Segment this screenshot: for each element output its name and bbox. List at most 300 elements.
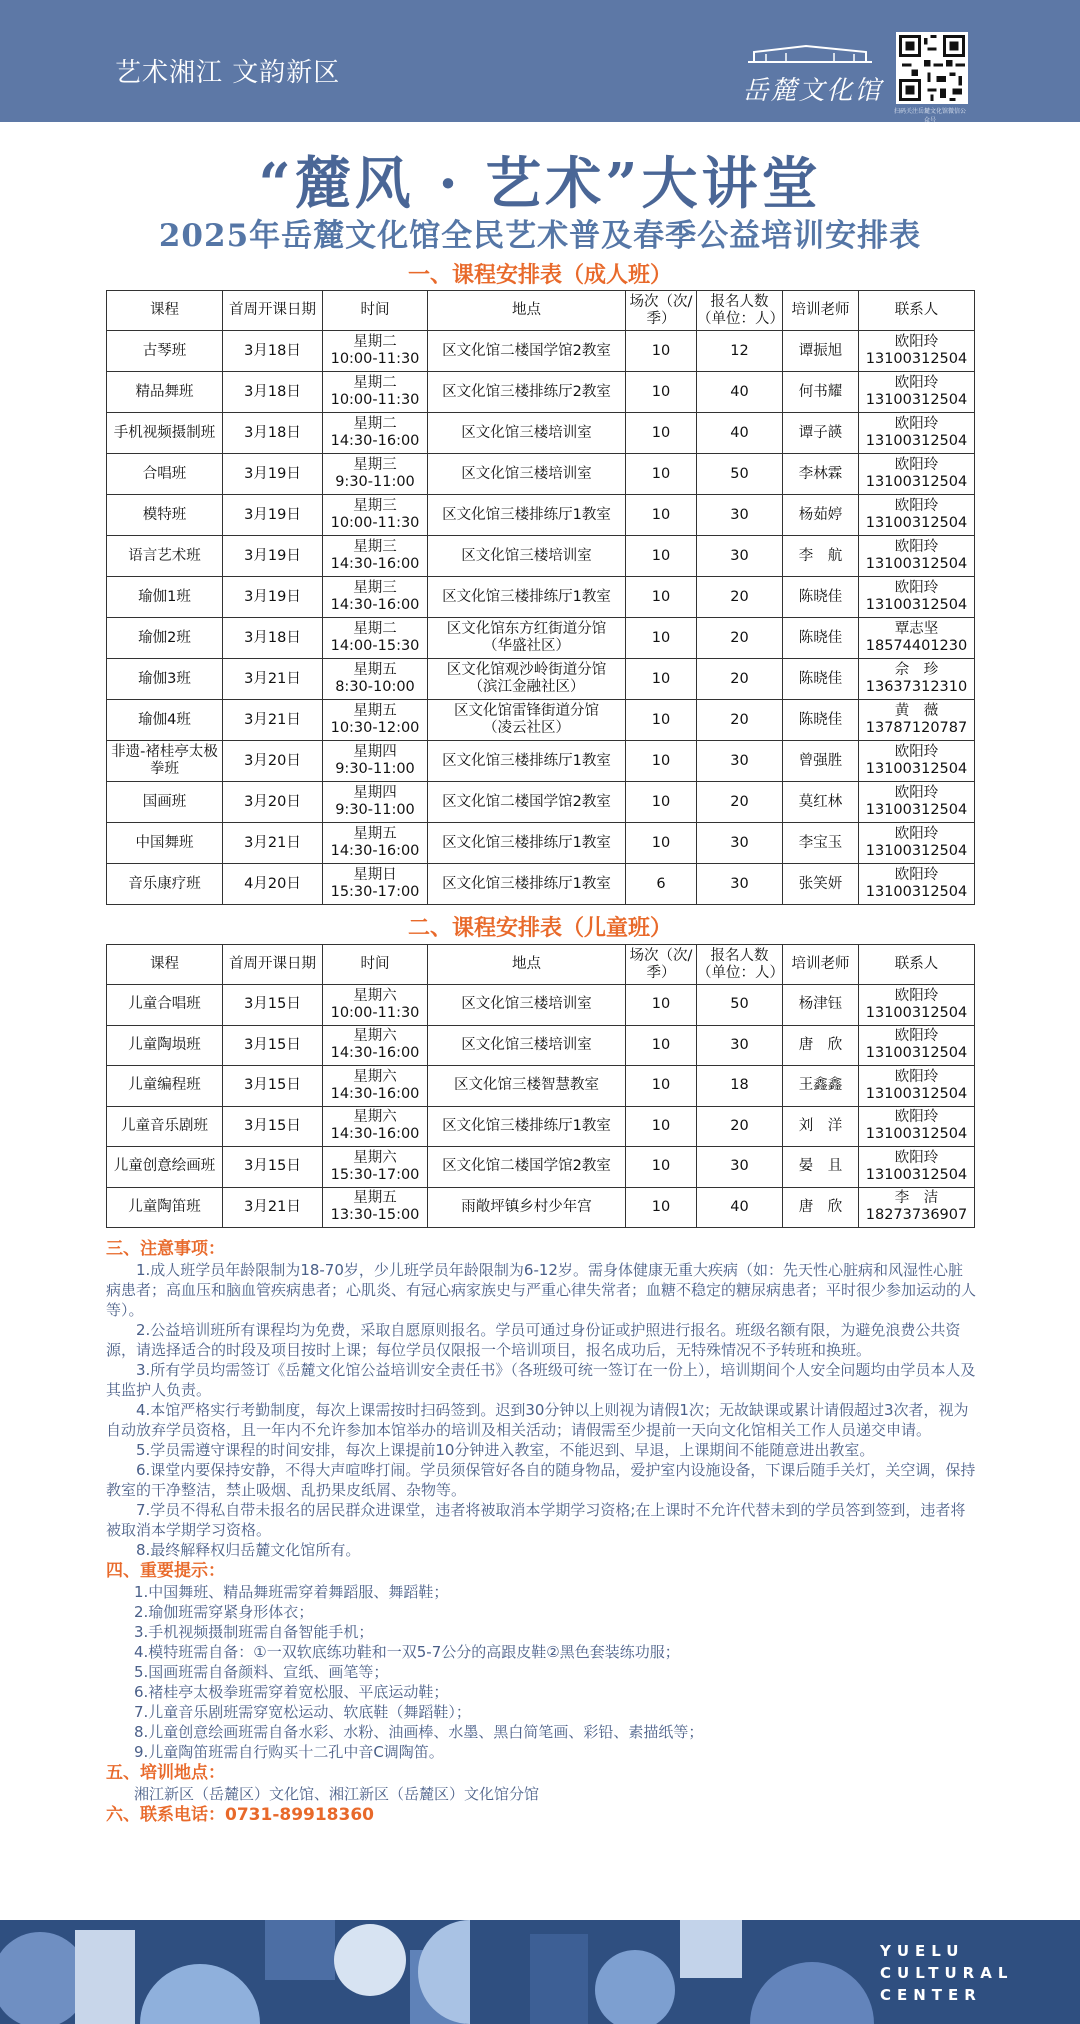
course-cell: 音乐康疗班 [107,864,223,905]
qr-code-icon[interactable] [896,32,968,104]
time-line1: 星期二 [353,416,397,432]
time-line1: 星期二 [353,375,397,391]
time-line1: 星期六 [353,1149,397,1166]
contact-cell [859,659,975,700]
sessions-cell: 10 [626,372,697,413]
time-line1: 星期二 [353,621,397,637]
table-row [107,700,975,741]
contact-line1: 李 洁 [894,1190,939,1207]
count-cell: 20 [697,577,783,618]
sessions-cell: 6 [626,864,697,905]
time-cell [323,700,428,741]
contact-cell [859,1025,975,1066]
date-cell: 3月20日 [223,741,323,782]
contact-line2: 13100312504 [865,1085,968,1102]
course-cell: 儿童音乐剧班 [107,1106,223,1147]
course-cell: 儿童陶埙班 [107,1025,223,1066]
time-cell [323,618,428,659]
count-cell: 12 [697,331,783,372]
table-row [107,1147,975,1188]
time-cell [323,495,428,536]
sessions-cell: 10 [626,1187,697,1228]
tip-item: 6.褚桂亭太极拳班需穿着宽松服、平底运动鞋； [134,1683,449,1701]
adult-section-title: 一、课程安排表（成人班） [407,263,672,288]
contact-cell [859,741,975,782]
contact-cell [859,1147,975,1188]
tip-item: 2.瑜伽班需穿紧身形体衣； [134,1603,314,1621]
tip-item: 7.儿童音乐剧班需穿宽松运动、软底鞋（舞蹈鞋）； [134,1703,471,1721]
count-cell: 30 [697,741,783,782]
table-row [107,618,975,659]
note-item: 2.公益培训班所有课程均为免费，采取自愿原则报名。学员可通过身份证或护照进行报名。班级名额有限，为避免浪费公共资源，请选择适合的时段及项目按时上课；每位学员仅限报一个培训项目，报名成功后，无特殊情况不予转班和换班。 [106,1321,961,1359]
count-cell: 30 [697,1147,783,1188]
place-line2: （华盛社区） [483,638,570,654]
table-header-row [107,291,975,331]
contact-line1: 欧阳玲 [894,416,939,432]
note-item: 6.课堂内要保持安静，不得大声喧哗打闹。学员须保管好各自的随身物品，爱护室内设施设备，下课后随手关灯，关空调，保持教室的干净整洁，禁止吸烟、乱扔果皮纸屑、杂物等。 [106,1461,976,1499]
place-line1: 区文化馆三楼排练厅1教室 [442,752,611,769]
table-row [107,331,975,372]
phone-heading: 六、联系电话： [106,1805,225,1825]
contact-line1: 覃志坚 [894,621,939,637]
count-cell: 20 [697,782,783,823]
teacher-cell: 曾强胜 [783,741,859,782]
course-cell: 手机视频摄制班 [107,413,223,454]
page-title: “麓风 · 艺术”大讲堂 [258,151,822,217]
table-row [107,1106,975,1147]
date-cell: 3月18日 [223,331,323,372]
table-row [107,985,975,1026]
date-cell: 3月19日 [223,577,323,618]
header-time: 时间 [323,291,428,331]
sessions-cell: 10 [626,618,697,659]
building-icon [746,42,874,64]
table-row [107,495,975,536]
sessions-cell: 10 [626,454,697,495]
place-line1: 区文化馆二楼国学馆2教室 [442,1158,611,1175]
course-cell: 儿童创意绘画班 [107,1147,223,1188]
teacher-cell: 王鑫鑫 [783,1066,859,1107]
time-line2: 10:00-11:30 [330,351,420,367]
count-cell: 30 [697,1025,783,1066]
count-cell: 30 [697,495,783,536]
address-heading: 五、培训地点： [106,1763,225,1783]
footer-brand [880,1940,1013,2006]
header-count: 报名人数（单位：人） [697,945,783,985]
contact-line2: 13100312504 [865,597,968,613]
place-line1: 区文化馆三楼培训室 [461,547,592,564]
date-cell: 3月15日 [223,1106,323,1147]
time-line2: 9:30-11:00 [335,761,415,777]
contact-cell [859,536,975,577]
date-cell: 3月21日 [223,700,323,741]
teacher-cell: 晏 且 [783,1147,859,1188]
place-cell [428,454,626,495]
place-cell [428,1147,626,1188]
header-sessions: 场次（次/季） [626,945,697,985]
contact-line2: 13100312504 [865,884,968,900]
contact-cell [859,700,975,741]
contact-line2: 13100312504 [865,761,968,777]
course-cell: 合唱班 [107,454,223,495]
course-cell: 儿童陶笛班 [107,1187,223,1228]
contact-line2: 13100312504 [865,474,968,490]
teacher-cell: 杨茹婷 [783,495,859,536]
notes-section [106,1238,976,1826]
sessions-cell: 10 [626,331,697,372]
place-cell [428,495,626,536]
teacher-cell: 刘 洋 [783,1106,859,1147]
sessions-cell: 10 [626,413,697,454]
notes-heading: 三、注意事项： [106,1239,225,1259]
time-line1: 星期六 [353,1109,397,1126]
qr-caption: 扫码关注岳麓文化馆微信公众号 [893,108,966,124]
teacher-cell: 谭振旭 [783,331,859,372]
time-line2: 14:30-16:00 [330,1045,420,1062]
sessions-cell: 10 [626,1025,697,1066]
time-line2: 10:00-11:30 [330,1004,420,1021]
contact-line1: 黄 薇 [894,703,939,719]
footer-banner [0,1920,1080,2024]
sessions-cell: 10 [626,536,697,577]
time-line1: 星期六 [353,987,397,1004]
table-row [107,454,975,495]
place-cell [428,985,626,1026]
place-cell [428,1066,626,1107]
contact-line1: 欧阳玲 [894,785,939,801]
contact-line1: 欧阳玲 [894,539,939,555]
time-cell [323,823,428,864]
place-line1: 区文化馆三楼排练厅2教室 [442,383,611,400]
child-schedule-table [106,944,975,1228]
table-row [107,864,975,905]
count-cell: 40 [697,413,783,454]
contact-line2: 13100312504 [865,351,968,367]
place-cell [428,659,626,700]
course-cell: 瑜伽2班 [107,618,223,659]
place-cell [428,331,626,372]
sessions-cell: 10 [626,700,697,741]
place-line1: 雨敞坪镇乡村少年宫 [461,1198,592,1215]
slogan: 艺术湘江 文韵新区 [115,58,341,88]
tip-item: 4.模特班需自备：①一双软底练功鞋和一双5-7公分的高跟皮鞋②黑色套装练功服； [134,1643,680,1661]
note-item: 7.学员不得私自带未报名的居民群众进课堂，违者将被取消本学期学习资格;在上课时不允许代替未到的学员答到签到，违者将被取消本学期学习资格。 [106,1501,966,1539]
table-row [107,536,975,577]
adult-schedule-table [106,290,975,905]
time-line2: 10:30-12:00 [330,720,420,736]
place-cell [428,1106,626,1147]
time-line2: 14:30-16:00 [330,556,420,572]
tip-item: 3.手机视频摄制班需自备智能手机； [134,1623,374,1641]
sessions-cell: 10 [626,1106,697,1147]
date-cell: 3月21日 [223,1187,323,1228]
contact-cell [859,372,975,413]
course-cell: 中国舞班 [107,823,223,864]
place-line1: 区文化馆三楼排练厅1教室 [442,506,611,523]
contact-cell [859,1066,975,1107]
place-cell [428,536,626,577]
time-line2: 9:30-11:00 [335,474,415,490]
sessions-cell: 10 [626,782,697,823]
footer-line-3: CENTER [880,1986,982,2004]
contact-line1: 欧阳玲 [894,744,939,760]
place-line1: 区文化馆三楼智慧教室 [454,1077,599,1094]
time-cell [323,536,428,577]
table-row [107,372,975,413]
tip-item: 9.儿童陶笛班需自行购买十二孔中音C调陶笛。 [134,1743,444,1761]
time-cell [323,413,428,454]
place-line2: （凌云社区） [483,720,570,736]
time-line1: 星期二 [353,334,397,350]
time-cell [323,985,428,1026]
tip-item: 8.儿童创意绘画班需自备水彩、水粉、油画棒、水墨、黑白简笔画、彩铅、素描纸等； [134,1723,704,1741]
time-line2: 8:30-10:00 [335,679,415,695]
contact-cell [859,495,975,536]
teacher-cell: 陈晓佳 [783,659,859,700]
date-cell: 3月19日 [223,495,323,536]
contact-line1: 欧阳玲 [894,1109,939,1126]
footer-line-1: YUELU [880,1942,965,1960]
place-cell [428,1025,626,1066]
place-line1: 区文化馆三楼培训室 [461,465,592,482]
contact-line1: 欧阳玲 [894,1028,939,1045]
course-cell: 儿童合唱班 [107,985,223,1026]
time-line2: 15:30-17:00 [330,1166,420,1183]
sessions-cell: 10 [626,823,697,864]
place-cell [428,741,626,782]
table-row [107,659,975,700]
tips-heading: 四、重要提示： [106,1561,225,1581]
teacher-cell: 李宝玉 [783,823,859,864]
contact-line1: 欧阳玲 [894,826,939,842]
contact-line1: 欧阳玲 [894,987,939,1004]
teacher-cell: 李林霖 [783,454,859,495]
count-cell: 50 [697,454,783,495]
count-cell: 20 [697,659,783,700]
count-cell: 30 [697,864,783,905]
header-course: 课程 [107,945,223,985]
place-line1: 区文化馆三楼排练厅1教室 [442,588,611,605]
place-cell [428,823,626,864]
contact-line1: 欧阳玲 [894,867,939,883]
time-line1: 星期六 [353,1068,397,1085]
table-header-row [107,945,975,985]
course-cell: 语言艺术班 [107,536,223,577]
course-cell: 儿童编程班 [107,1066,223,1107]
sessions-cell: 10 [626,1066,697,1107]
page-subtitle: 2025年岳麓文化馆全民艺术普及春季公益培训安排表 [158,218,922,254]
note-item: 4.本馆严格实行考勤制度，每次上课需按时扫码签到。迟到30分钟以上则视为请假1次；无故缺课或累计请假超过3次者，视为自动放弃学员资格，且一年内不允许参加本馆举办的培训及相关活动；请假需至少提前一天向文化馆相关工作人员递交申请。 [106,1401,969,1439]
place-line1: 区文化馆三楼排练厅1教室 [442,875,611,892]
contact-line2: 13100312504 [865,843,968,859]
note-item: 1.成人班学员年龄限制为18-70岁，少儿班学员年龄限制为6-12岁。需身体健康无重大疾病（如：先天性心脏病和风湿性心脏病患者；高血压和脑血管疾病患者；心肌炎、有冠心病家族史与严重心律失常者；血糖不稳定的糖尿病患者；平时很少参加运动的人等）。 [106,1261,977,1319]
contact-line1: 欧阳玲 [894,580,939,596]
time-cell [323,1187,428,1228]
logo-text: 岳麓文化馆 [742,76,883,106]
teacher-cell: 谭子韺 [783,413,859,454]
sessions-cell: 10 [626,577,697,618]
training-address: 湘江新区（岳麓区）文化馆、湘江新区（岳麓区）文化馆分馆 [134,1785,540,1803]
time-cell [323,331,428,372]
table-row [107,577,975,618]
time-line1: 星期五 [353,662,397,678]
place-line1: 区文化馆雷锋街道分馆 [454,703,599,719]
contact-line1: 欧阳玲 [894,334,939,350]
contact-cell [859,618,975,659]
header-contact: 联系人 [859,291,975,331]
contact-line2: 13100312504 [865,515,968,531]
time-line1: 星期五 [353,826,397,842]
sessions-cell: 10 [626,1147,697,1188]
place-line2: （滨江金融社区） [468,679,585,695]
teacher-cell: 李 航 [783,536,859,577]
contact-cell [859,985,975,1026]
contact-line2: 13100312504 [865,556,968,572]
contact-cell [859,1106,975,1147]
contact-line1: 欧阳玲 [894,457,939,473]
place-cell [428,618,626,659]
time-cell [323,1106,428,1147]
contact-line2: 13100312504 [865,802,968,818]
place-line1: 区文化馆三楼排练厅1教室 [442,834,611,851]
date-cell: 3月19日 [223,454,323,495]
time-line1: 星期日 [353,867,397,883]
child-section-title: 二、课程安排表（儿童班） [407,916,672,941]
time-cell [323,1147,428,1188]
place-cell [428,864,626,905]
place-line1: 区文化馆二楼国学馆2教室 [442,793,611,810]
count-cell: 20 [697,618,783,659]
contact-line2: 13787120787 [865,720,968,736]
course-cell: 国画班 [107,782,223,823]
contact-line1: 欧阳玲 [894,1149,939,1166]
count-cell: 40 [697,1187,783,1228]
time-cell [323,864,428,905]
teacher-cell: 杨津钰 [783,985,859,1026]
contact-cell [859,782,975,823]
place-line1: 区文化馆三楼培训室 [461,424,592,441]
time-line1: 星期五 [353,703,397,719]
time-line2: 14:30-16:00 [330,1085,420,1102]
header-contact: 联系人 [859,945,975,985]
table-row [107,1066,975,1107]
contact-cell [859,454,975,495]
course-cell: 非遗-褚桂亭太极拳班 [107,741,223,782]
contact-cell [859,331,975,372]
time-line1: 星期三 [353,539,397,555]
date-cell: 3月15日 [223,1066,323,1107]
place-line1: 区文化馆东方红街道分馆 [446,621,607,637]
header-course: 课程 [107,291,223,331]
count-cell: 50 [697,985,783,1026]
place-cell [428,1187,626,1228]
time-line2: 10:00-11:30 [330,515,420,531]
contact-cell [859,577,975,618]
contact-line2: 13100312504 [865,1004,968,1021]
place-cell [428,577,626,618]
count-cell: 20 [697,700,783,741]
contact-cell [859,864,975,905]
contact-line2: 13100312504 [865,392,968,408]
course-cell: 模特班 [107,495,223,536]
sessions-cell: 10 [626,659,697,700]
place-line1: 区文化馆三楼培训室 [461,996,592,1013]
time-cell [323,454,428,495]
course-cell: 瑜伽3班 [107,659,223,700]
note-item: 5.学员需遵守课程的时间安排，每次上课提前10分钟进入教室，不能迟到、早退，上课期间不能随意进出教室。 [136,1441,875,1459]
contact-line2: 13100312504 [865,433,968,449]
sessions-cell: 10 [626,495,697,536]
time-line2: 15:30-17:00 [330,884,420,900]
contact-line2: 13100312504 [865,1126,968,1143]
time-line1: 星期五 [353,1190,397,1207]
contact-cell [859,823,975,864]
time-line1: 星期三 [353,498,397,514]
teacher-cell: 莫红林 [783,782,859,823]
time-cell [323,1066,428,1107]
teacher-cell: 唐 欣 [783,1187,859,1228]
course-cell: 瑜伽1班 [107,577,223,618]
footer-line-2: CULTURAL [880,1964,1014,1982]
header-count: 报名人数（单位：人） [697,291,783,331]
contact-cell [859,1187,975,1228]
date-cell: 3月20日 [223,782,323,823]
place-cell [428,782,626,823]
time-cell [323,372,428,413]
header-teacher: 培训老师 [783,945,859,985]
place-cell [428,372,626,413]
teacher-cell: 陈晓佳 [783,618,859,659]
contact-line1: 欧阳玲 [894,1068,939,1085]
date-cell: 3月18日 [223,618,323,659]
table-row [107,741,975,782]
teacher-cell: 陈晓佳 [783,700,859,741]
tip-item: 1.中国舞班、精品舞班需穿着舞蹈服、舞蹈鞋； [134,1583,449,1601]
teacher-cell: 陈晓佳 [783,577,859,618]
header-date: 首周开课日期 [223,945,323,985]
contact-line2: 18273736907 [865,1207,968,1224]
date-cell: 3月18日 [223,413,323,454]
date-cell: 3月18日 [223,372,323,413]
contact-line2: 13100312504 [865,1045,968,1062]
note-item: 8.最终解释权归岳麓文化馆所有。 [136,1541,361,1559]
date-cell: 3月15日 [223,1147,323,1188]
time-line2: 14:30-16:00 [330,1126,420,1143]
header-banner [0,0,1080,122]
time-line1: 星期四 [353,785,397,801]
time-line1: 星期三 [353,457,397,473]
time-cell [323,741,428,782]
contact-phone[interactable]: 0731-89918360 [225,1805,374,1825]
place-cell [428,700,626,741]
time-line2: 14:30-16:00 [330,433,420,449]
count-cell: 20 [697,1106,783,1147]
place-cell [428,413,626,454]
contact-line1: 佘 珍 [894,662,939,678]
time-cell [323,577,428,618]
table-row [107,1025,975,1066]
contact-cell [859,413,975,454]
note-item: 3.所有学员均需签订《岳麓文化馆公益培训安全责任书》（各班级可统一签订在一份上），培训期间个人安全问题均由学员本人及其监护人负责。 [106,1361,976,1399]
contact-line2: 13637312310 [865,679,968,695]
contact-line1: 欧阳玲 [894,498,939,514]
table-row [107,413,975,454]
course-cell: 精品舞班 [107,372,223,413]
course-cell: 古琴班 [107,331,223,372]
teacher-cell: 张笑妍 [783,864,859,905]
table-row [107,1187,975,1228]
time-line2: 14:30-16:00 [330,843,420,859]
